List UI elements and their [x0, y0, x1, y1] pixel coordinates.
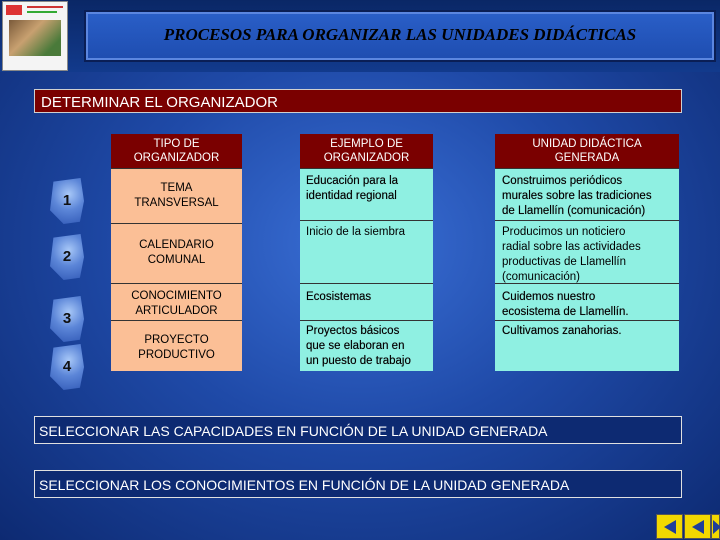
first-slide-button[interactable]	[656, 514, 683, 539]
title-box	[84, 10, 716, 62]
table-cell-tipo: CONOCIMIENTO ARTICULADOR	[131, 290, 222, 317]
step-box-conocimientos	[34, 470, 682, 498]
step-number-badge: 3	[50, 296, 84, 342]
previous-slide-button[interactable]	[684, 514, 711, 539]
step-label: SELECCIONAR LOS CONOCIMIENTOS EN FUNCIÓN DE LA UNIDAD GENERADA	[39, 477, 570, 493]
table-cell-tipo: TEMA TRANSVERSAL	[134, 182, 219, 209]
table-cell-tipo: PROYECTO PRODUCTIVO	[138, 334, 215, 361]
column-header-tipo: TIPO DE ORGANIZADOR	[111, 134, 242, 169]
step-number-badge: 1	[50, 178, 84, 224]
table-cell-tipo: CALENDARIO COMUNAL	[139, 239, 214, 266]
table-cell-unidad: Construimos periódicos murales sobre las tradiciones de Llamellín (comunicación)	[502, 175, 652, 217]
table-cell-unidad: Producimos un noticiero radial sobre las actividades productivas de Llamellín (comunicación)	[502, 226, 641, 283]
column-header-ejemplo: EJEMPLO DE ORGANIZADOR	[300, 134, 433, 169]
cover-thumbnail	[2, 1, 68, 71]
ministry-logo-icon	[6, 5, 22, 15]
table-cell-unidad: Cultivamos zanahorias.	[502, 325, 622, 337]
cover-photo	[9, 20, 61, 56]
step-number-badge: 2	[50, 234, 84, 280]
step-number-badge: 4	[50, 344, 84, 390]
table-cell-ejemplo: Educación para la identidad regional	[306, 175, 399, 202]
step-bar-determinar	[34, 89, 682, 113]
next-slide-icon	[713, 518, 720, 536]
next-slide-button[interactable]	[711, 514, 720, 539]
column-header-unidad: UNIDAD DIDÁCTICA GENERADA	[495, 134, 679, 169]
table-cell-ejemplo: Proyectos básicos que se elaboran en un puesto de trabajo	[306, 325, 411, 367]
table-cell-ejemplo: Ecosistemas	[306, 291, 372, 303]
step-box-capacidades	[34, 416, 682, 444]
page-title: PROCESOS PARA ORGANIZAR LAS UNIDADES DIDÁCTICAS	[163, 25, 637, 44]
previous-slide-icon	[689, 518, 707, 536]
table-cell-unidad: Cuidemos nuestro ecosistema de Llamellín.	[502, 291, 629, 318]
first-slide-icon	[661, 518, 679, 536]
step-label: SELECCIONAR LAS CAPACIDADES EN FUNCIÓN DE LA UNIDAD GENERADA	[39, 423, 548, 439]
table-cell-ejemplo: Inicio de la siembra	[306, 226, 406, 238]
step-label: DETERMINAR EL ORGANIZADOR	[41, 94, 278, 111]
